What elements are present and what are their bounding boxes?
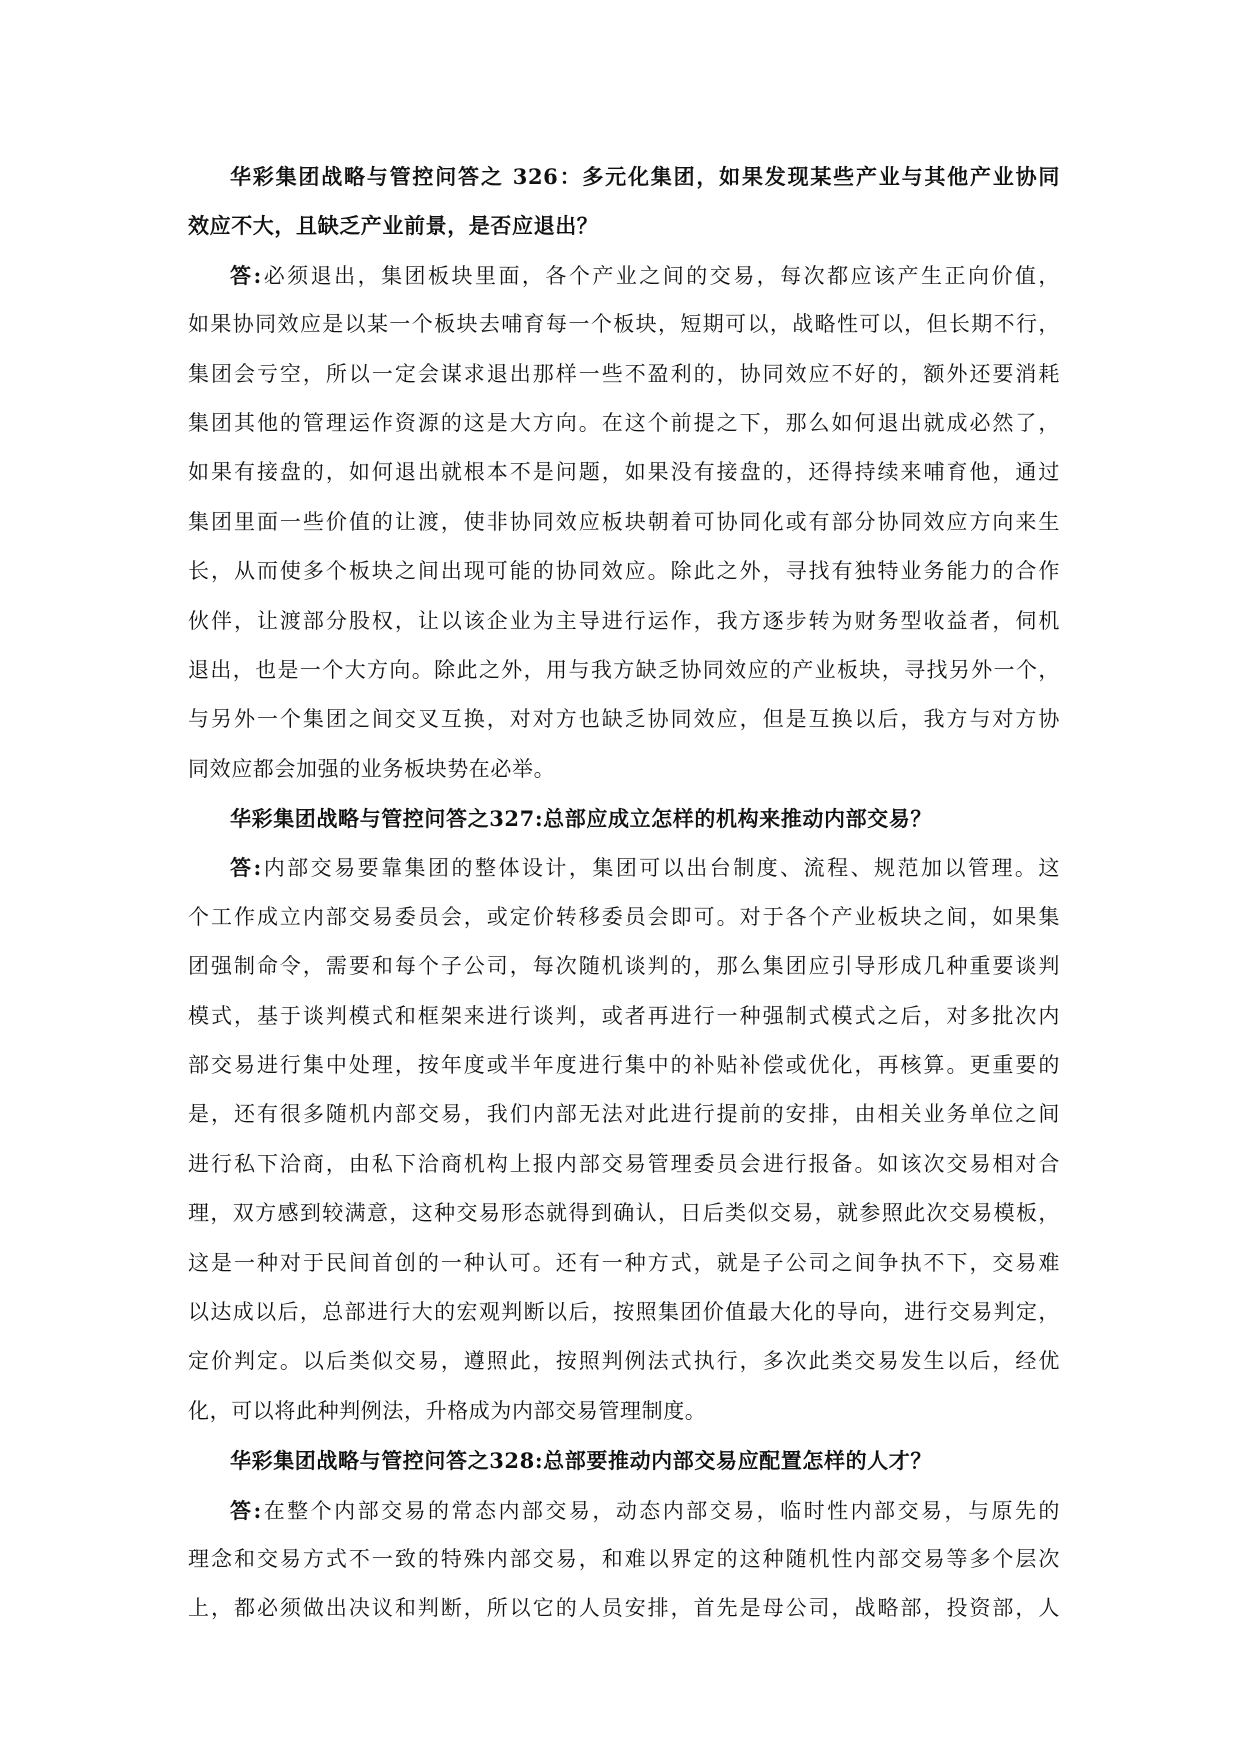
answer-text: 在整个内部交易的常态内部交易，动态内部交易，临时性内部交易，与原先的 xyxy=(261,1498,1060,1523)
answer-line xyxy=(188,1486,1060,1535)
answer-line xyxy=(188,843,1060,892)
answer-line: 模式，基于谈判模式和框架来进行谈判，或者再进行一种强制式模式之后，对多批次内 xyxy=(188,1003,1060,1028)
answer-line: 如果协同效应是以某一个板块去哺育每一个板块，短期可以，战略性可以，但长期不行， xyxy=(188,312,1060,337)
question-title: 华彩集团战略与管控问答之 326：多元化集团，如果发现某些产业与其他产业协同 xyxy=(230,164,1060,189)
answer-line: 与另外一个集团之间交叉互换，对对方也缺乏协同效应，但是互换以后，我方与对方协 xyxy=(188,707,1060,732)
answer-line: 化，可以将此种判例法，升格成为内部交易管理制度。 xyxy=(188,1398,707,1423)
answer-line: 这是一种对于民间首创的一种认可。还有一种方式，就是子公司之间争执不下，交易难 xyxy=(188,1250,1060,1275)
answer-text: 必须退出，集团板块里面，各个产业之间的交易，每次都应该产生正向价值， xyxy=(261,263,1060,288)
answer-line: 同效应都会加强的业务板块势在必举。 xyxy=(188,756,556,781)
section-326 xyxy=(188,152,1060,794)
answer-line: 退出，也是一个大方向。除此之外，用与我方缺乏协同效应的产业板块，寻找另外一个， xyxy=(188,657,1060,682)
question-title: 效应不大，且缺乏产业前景，是否应退出？ xyxy=(188,213,599,239)
document-page xyxy=(188,152,1060,1634)
answer-text: 内部交易要靠集团的整体设计，集团可以出台制度、流程、规范加以管理。这 xyxy=(261,856,1060,881)
answer-line: 长，从而使多个板块之间出现可能的协同效应。除此之外，寻找有独特业务能力的合作 xyxy=(188,559,1060,584)
answer-line: 个工作成立内部交易委员会，或定价转移委员会即可。对于各个产业板块之间，如果集 xyxy=(188,904,1060,929)
answer-line: 以达成以后，总部进行大的宏观判断以后，按照集团价值最大化的导向，进行交易判定， xyxy=(188,1299,1060,1324)
question-title: 华彩集团战略与管控问答之327:总部应成立怎样的机构来推动内部交易？ xyxy=(230,806,932,832)
question-title: 华彩集团战略与管控问答之328:总部要推动内部交易应配置怎样的人才？ xyxy=(230,1448,932,1474)
answer-line: 理念和交易方式不一致的特殊内部交易，和难以界定的这种随机性内部交易等多个层次 xyxy=(188,1546,1060,1571)
section-328 xyxy=(188,1436,1060,1634)
answer-line: 上，都必须做出决议和判断，所以它的人员安排，首先是母公司，战略部，投资部，人 xyxy=(188,1596,1060,1621)
answer-line: 如果有接盘的，如何退出就根本不是问题，如果没有接盘的，还得持续来哺育他，通过 xyxy=(188,460,1060,485)
answer-line: 部交易进行集中处理，按年度或半年度进行集中的补贴补偿或优化，再核算。更重要的 xyxy=(188,1053,1060,1078)
answer-line: 理，双方感到较满意，这种交易形态就得到确认，日后类似交易，就参照此次交易模板， xyxy=(188,1201,1060,1226)
answer-line xyxy=(188,251,1060,300)
answer-line: 是，还有很多随机内部交易，我们内部无法对此进行提前的安排，由相关业务单位之间 xyxy=(188,1102,1060,1127)
answer-line: 集团里面一些价值的让渡，使非协同效应板块朝着可协同化或有部分协同效应方向来生 xyxy=(188,509,1060,534)
answer-line: 进行私下洽商，由私下洽商机构上报内部交易管理委员会进行报备。如该次交易相对合 xyxy=(188,1151,1060,1176)
answer-label: 答: xyxy=(230,855,262,881)
answer-line: 集团其他的管理运作资源的这是大方向。在这个前提之下，那么如何退出就成必然了， xyxy=(188,410,1060,435)
answer-label: 答: xyxy=(230,1497,262,1523)
answer-line: 伙伴，让渡部分股权，让以该企业为主导进行运作，我方逐步转为财务型收益者，伺机 xyxy=(188,608,1060,633)
answer-line: 集团会亏空，所以一定会谋求退出那样一些不盈利的，协同效应不好的，额外还要消耗 xyxy=(188,361,1060,386)
answer-line: 团强制命令，需要和每个子公司，每次随机谈判的，那么集团应引导形成几种重要谈判 xyxy=(188,954,1060,979)
answer-line: 定价判定。以后类似交易，遵照此，按照判例法式执行，多次此类交易发生以后，经优 xyxy=(188,1349,1060,1374)
answer-label: 答: xyxy=(230,262,262,288)
section-327 xyxy=(188,794,1060,1436)
